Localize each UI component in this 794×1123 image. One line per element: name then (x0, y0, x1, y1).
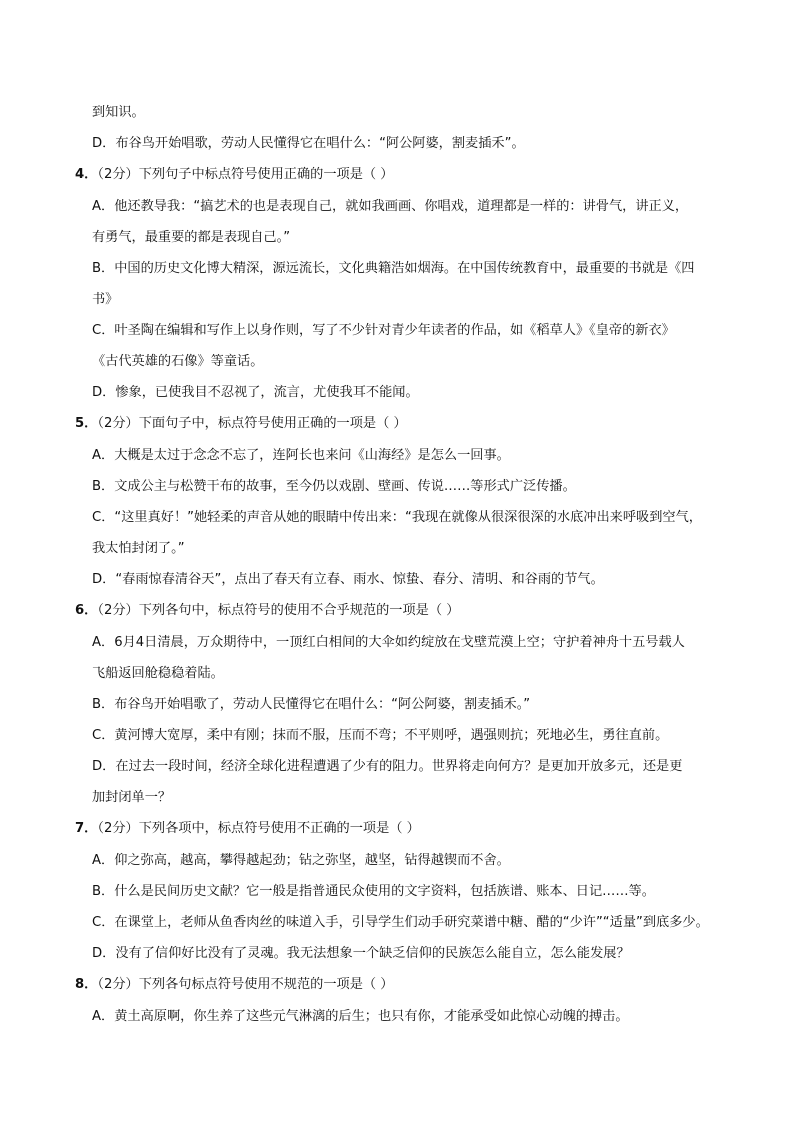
option-d: D．“春雨惊春清谷天”，点出了春天有立春、雨水、惊蛰、春分、清明、和谷雨的节气。 (92, 572, 604, 587)
option-a-cont: 飞船返回舱稳稳着陆。 (92, 666, 224, 681)
question-7 (75, 820, 420, 838)
option-b: B．布谷鸟开始唱歌了，劳动人民懂得它在唱什么：“阿公阿婆，割麦插禾。” (92, 697, 531, 712)
option-d: D．在过去一段时间，经济全球化进程遭遇了少有的阻力。世界将走向何方？是更加开放多元，还是更 (92, 759, 683, 774)
option-c-cont: 我太怕封闭了。” (92, 541, 185, 556)
option-b: B．文成公主与松赞干布的故事，至今仍以戏剧、壁画、传说……等形式广泛传播。 (92, 479, 576, 494)
option-b: B．什么是民间历史文献？它一般是指普通民众使用的文字资料，包括族谱、账本、日记……等。 (92, 884, 655, 899)
option-d: D．布谷鸟开始唱歌，劳动人民懂得它在唱什么：“阿公阿婆，割麦插禾”。 (92, 136, 525, 151)
option-d: D．惨象，已使我目不忍视了，流言，尤使我耳不能闻。 (92, 385, 419, 400)
question-text: （2分）下列各句标点符号使用不规范的一项是（ ） (97, 977, 394, 992)
question-text: （2分）下列句子中标点符号使用正确的一项是（ ） (97, 167, 394, 182)
question-number: 8． (75, 977, 98, 992)
option-c: C．叶圣陶在编辑和写作上以身作则，写了不少针对青少年读者的作品，如《稻草人》《皇帝的新衣》 (92, 323, 675, 338)
question-text: （2分）下面句子中，标点符号使用正确的一项是（ ） (97, 416, 407, 431)
option-a: A．黄土高原啊，你生养了这些元气淋漓的后生；也只有你，才能承受如此惊心动魄的搏击。 (92, 1009, 629, 1024)
option-d-cont: 加封闭单一？ (92, 790, 172, 805)
question-number: 7． (75, 821, 98, 836)
option-a: A．仰之弥高，越高，攀得越起劲；钻之弥坚，越坚，钻得越锲而不舍。 (92, 853, 510, 868)
question-5 (75, 415, 407, 433)
option-c: C．在课堂上，老师从鱼香肉丝的味道入手，引导学生们动手研究菜谱中糖、醋的“少许”“适量”到底多少。 (92, 915, 709, 930)
question-number: 5． (75, 416, 98, 431)
option-a-cont: 有勇气，最重要的都是表现自己。” (92, 230, 291, 245)
option-line: 到知识。 (92, 105, 145, 120)
question-4 (75, 166, 393, 184)
option-b: B．中国的历史文化博大精深，源远流长，文化典籍浩如烟海。在中国传统教育中，最重要的书就是《四 (92, 261, 695, 276)
question-number: 4． (75, 167, 98, 182)
option-c: C．黄河博大宽厚，柔中有刚；抹而不服，压而不弯；不平则呼，遇强则抗；死地必生，勇往直前。 (92, 728, 669, 743)
question-number: 6． (75, 603, 98, 618)
question-6 (75, 602, 459, 620)
question-text: （2分）下列各项中，标点符号使用不正确的一项是（ ） (97, 821, 420, 836)
option-d: D．没有了信仰好比没有了灵魂。我无法想象一个缺乏信仰的民族怎么能自立，怎么能发展？ (92, 946, 630, 961)
question-text: （2分）下列各句中，标点符号的使用不合乎规范的一项是（ ） (97, 603, 460, 618)
option-a: A．大概是太过于念念不忘了，连阿长也来问《山海经》是怎么一回事。 (92, 448, 510, 463)
option-a: A．他还教导我：“搞艺术的也是表现自己，就如我画画、你唱戏，道理都是一样的：讲骨气，讲正义， (92, 199, 689, 214)
option-c-cont: 《古代英雄的石像》等童话。 (92, 354, 264, 369)
question-8 (75, 976, 393, 994)
option-a: A．6月4日清晨，万众期待中，一顶红白相间的大伞如约绽放在戈壁荒漠上空；守护着神舟十五号载人 (92, 635, 685, 650)
option-b-cont: 书》 (92, 292, 119, 307)
option-c: C．“这里真好！”她轻柔的声音从她的眼睛中传出来：“我现在就像从很深很深的水底冲出来呼吸到空气， (92, 510, 702, 525)
